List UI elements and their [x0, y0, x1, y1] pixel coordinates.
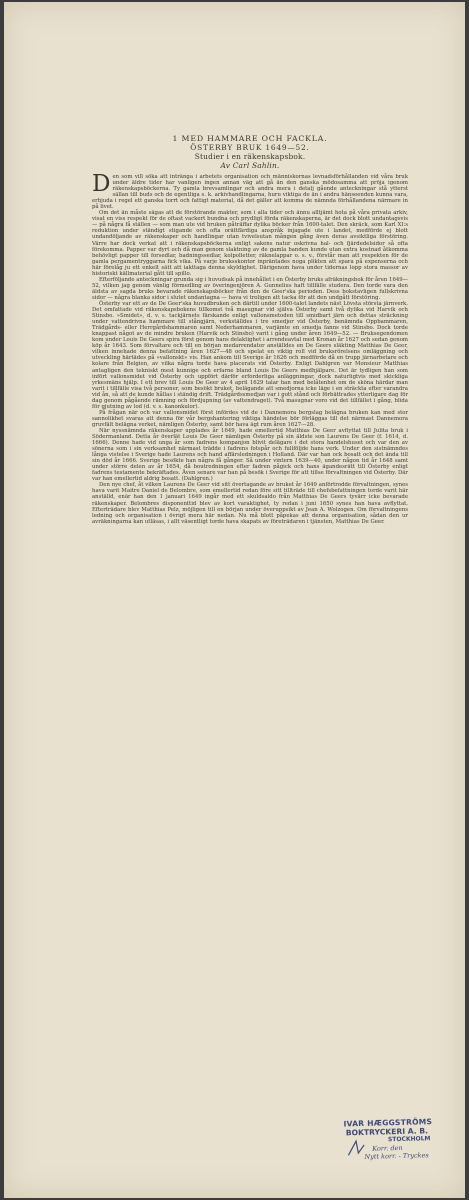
paragraph: När nyssnämnda räkenskaper upplades år 1649, hade emellertid Matthias De Geer avflyttat till Julita bruk i Södermanland. Detta år överlät Louis De Geer nämligen Österby på sin äldste son Laurens De Geer (f. 1614, d. 1666). Denne hade vid unga år som fadrens kompanjon blivit delägare i det stora handelshuset och var den av sönerna som i sin verksamhet närmast trädde i fadrens fotspår och fullföljde hans verk. Under den sistnämndes långa vistelse i Sverige hade Laurens och hand affärsledningen i Holland. Där var han ock bosatt och det ända till sin död år 1666. Sverige besökte han några få gånger. Så under vintern 1639—40, under någon tid år 1648 samt under större delen av år 1654, då boutredningen efter fadren pågick och hans ägandesrätt till Österby enligt fadrens testamente bekräftades. Även senare var han på besök i Sverige för att tillse förvaltningen vid Österby. Där var han emellertid aldrig bosatt. (Dahlgren.) [92, 427, 408, 483]
paragraph: Österby var ett av de De Geer'ska huvudbruken och därtill under 1600-talet landets näst Lövsta största järnverk. Det omfattade vid räkenskapsbokens tillkomst två masugnar vid själva Österby samt två dylika vid Harvik och Stinsbo. »Smidet», d. v. s. tackjärnets färskande enligt vallonsmetoden till smidbart järn och dettas sträckning under vattendrivna hammare till stångjärn, verkställdes i tre smedjor vid Österby, benämnda Oppbammaren, Trädgårds- eller Herrgårdshammaren samt Nederhammaren, varjämte en smedja fanns vid Stinsbo. Dock torde knappast något av de mindre bruken (Harvik och Stinsbo) varit i gång under åren 1649—52. — Bruksegendomen kom under Louis De Geers spira först genom hans delaktighet i arrendeavtal med Kronan år 1627 och sedan genom köp år 1643. Som förvaltare och till en början medarrendator anställdes en De Geers släkting Matthias De Geer, vilken innehade denna befattning åren 1627—48 och spelat en viktig roll vid bruksrörelsens omläggning och utveckling härtädes på »vallonskt» vis. Han ankom till Sverige år 1626 och medförde då en trupp järnarbetare och kolare från Belgien, av vilka några torde hava placerats vid Österby. Enligt Dahlgren var Monsieur Matthias antagligen den tekniskt mest kunnige och erfarne bland Louis De Geers medhjälpare. Det är tydligen han som infört vallonsmidet vid Österby och uppfört därför erforderliga anläggningar, dock naturligtvis med skickliga yrkesmäns hjälp. I ett brev till Louis De Geer av 4 april 1629 talar han med belåtenhet om de sköna härdar man varit i tillfälle visa två personer, som besökt bruket, belägande att smedjorna icke läge i en sträckta efter varandra vid ån, så att de kunde hållas i ständig drift. Trädgårdssmedjan var i gott stånd och förbättrades ytterligare dag för dag genom pågående rämning och fördjupning (av vattendraget). Två masugnar voro vid det tillfället i gång, blida för gjutning av lod (d. v. s. kanonkulor). [92, 300, 408, 410]
stamp-proof-status: Nytt korr. - Tryckes [364, 1151, 429, 1161]
article-title: ÖSTERBY BRUK 1649—52. [190, 143, 310, 152]
paper-sheet [4, 2, 465, 1198]
paragraph: Den som vill söka att intränga i arbetets organisation och människornas levnadsförhållanden vid våra bruk under äldre tider har vanligen ingen annan väg att gå än den ganska mödosamma att pröja igenom räkenskapsböckerna. Ty gamla brevsamlingar och andra mera i detalj gående anteckningar stå ytterst sällan till buds och de egentliga s. k. arkivhandlingarna, huru viktiga de än i andra hänseenden kunna vara, erbjuda i regel ett ganska torrt och fattigt material, då det gäller att komma de nämnda förhållandena närmare in på livet. [92, 171, 408, 211]
article-subtitle: Studier i en räkenskapsbok. [194, 152, 306, 161]
stamp-proof-date: Korr. den [372, 1143, 403, 1153]
paragraph: Om det än måste sägas att de förstörande makter, som i alla tider och ännu alltjämt hota på våra privata arkiv, visat en viss respekt för de oftast vackert bundna och prydligt förda räkenskaperna, är det dock blott undantagsvis — på några få ställen — som man ute vid bruken påträffar dylika böcker från 1600-talet. Den skräck, som Karl XI:s reduktion under ständigt stigande och ofta orättfärdiga anspråk injagade ute i landet, medförde ej blott undandöljande av räkenskaper och handlingar utan tvivelsutan mången gång även deras avsiktliga förstöring. Värre har dock verkat att i räkenskapsböckerna enligt sakens natur oskrivna hal- och fjärdedelsidor så ofta förekomma. Papper var dyrt och då man genom slaktning av de gamla banden kunde utan extra kostnad åtkomma behövligt papper till forsedlar, badningssedlar, kolpolletter, räknelappar o. s. v., förstår man att respekten för de gamla pergamentryggarna fick vika. På varje bruksskontor inpräntades noga plikten att spara på expenserna och här förelåg ju ett enkelt sätt att iakttaga denna skyldighet. Därigenom hava under tidernas lopp stora massor av historiskt källmaterial gått till spillo. [92, 210, 408, 277]
article-author: Av Carl Sahlin. [220, 161, 280, 170]
paragraph: På frågan när och var vallonsmidet först infördes vid de i Dannemora bergslag belägna bruken kan med stor sannolikhet svaras att denna för vår bergshantering viktiga händelse bör förläggas till det närmast Dannemora gruvfält belägna verket, nämligen Österby, samt bör hava ägt rum åren 1627—28. [92, 409, 408, 428]
series-title: 1 MED HAMMARE OCH FACKLA. [172, 134, 328, 143]
stamp-city: STOCKHOLM [387, 1135, 431, 1144]
paragraph: Den nye chef, åt vilken Laurens De Geer vid sitt övertagande av bruket år 1649 anförtrodde förvaltningen, synes hava varit Maitre Daniel de Belombre, som emellertid redan före sitt tillträde till chefsbefattningen torde varit här anställd, enär han den 1 januari 1649 ingår med ett skuldsaldo från Matthias De Geers tyvärr icke bevarade räkenskaper. Belombres disponenttid blev av kort varaktighet, ty redan i juni 1650 synes han hava avflyttat. Efterträdare blev Matthias Pelz, möjligen till en början under överuppsikt av Jean A. Wolzogen. Om förvaltningens ledning och organisation i övrigt mera här nedan. Nu må blott påpekas att denna organisation, sådan den ur avräkningarna kan utläsas, i allt väsentligt torde hava skapats av företrädaren i tjänsten, Matthias De Geer. [92, 482, 408, 525]
printer-stamp [343, 1117, 454, 1162]
article-header [92, 134, 408, 170]
drop-cap: D [92, 171, 111, 197]
signature-mark [344, 1136, 385, 1159]
stamp-printer-name: IVAR HÆGGSTRÖMS [343, 1117, 433, 1129]
article-proof [92, 134, 408, 525]
stamp-company: BOKTRYCKERI A. B. [345, 1126, 429, 1138]
article-body [92, 171, 408, 525]
paragraph: Efterföljande anteckningar grunda sig i huvudsak på innehållet i en Österby bruks afräkningsbok för åren 1649—52, vilken jag genom vänlig förmedling av överingenjören A. Gunnelius haft tillfälle studera. Den torde vara den äldsta av sagda bruks bevarade räkenskapsböcker från den de Geer'ska perioden. Dess bokstavligen fullskrivna sidor — några blanka sidor i slutet undantagna — hava vi troligen att tacka för att den undgått förstöring. [92, 276, 408, 301]
